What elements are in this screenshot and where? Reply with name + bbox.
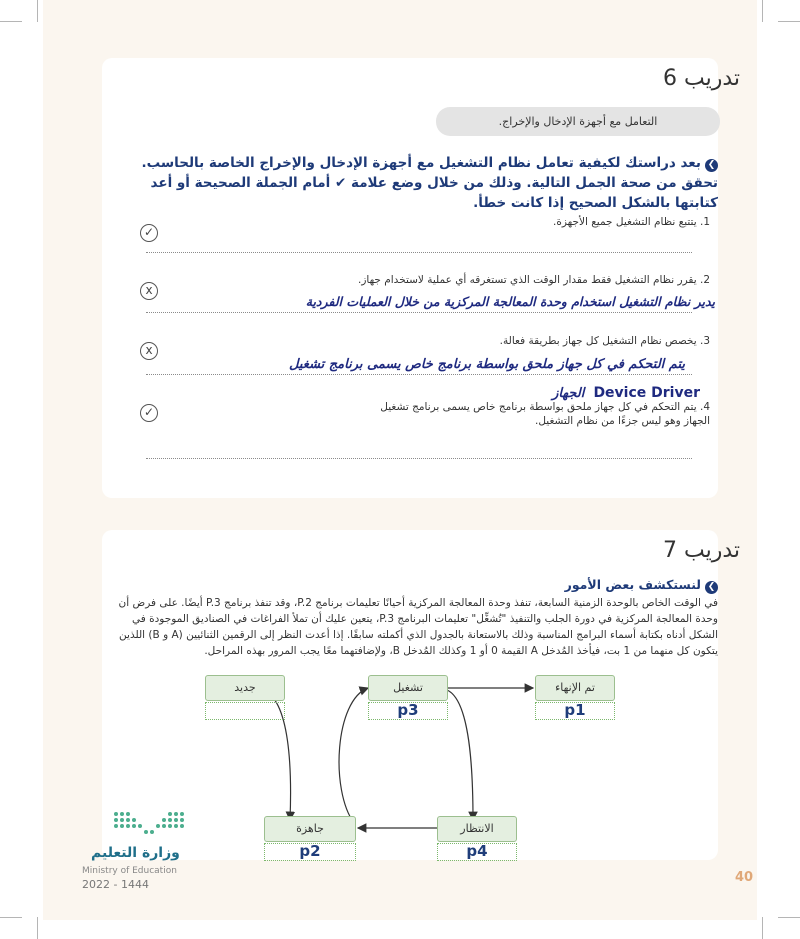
state-label-waiting: الانتظار	[437, 816, 517, 842]
crop-mark	[37, 917, 38, 939]
training7-subtitle: ❯لنستكشف بعض الأمور	[400, 574, 718, 594]
instruction-text: بعد دراستك لكيفية تعامل نظام التشغيل مع أجهزة الإدخال والإخراج الخاصة بالحاسب. تحقق من صحة الجمل التالية. وذلك من خلال وضع علامة ✔ أمام الجملة الصحيحة أو أعد كتابتها بالشكل الصحيح إذا كانت خطأ.	[141, 155, 718, 211]
crop-mark	[762, 917, 763, 939]
chevron-right-icon: ❯	[705, 581, 718, 594]
state-value-waiting[interactable]: p4	[437, 843, 517, 861]
training6-pill: التعامل مع أجهزة الإدخال والإخراج.	[436, 107, 720, 136]
state-value-ready[interactable]: p2	[264, 843, 356, 861]
correction-3-en: Device Driver	[593, 385, 700, 401]
state-box-new	[205, 675, 285, 720]
answer-line	[146, 458, 692, 459]
correction-3-continued	[400, 382, 700, 401]
question-3: 3. يخصص نظام التشغيل كل جهاز بطريقة فعالة.	[499, 335, 710, 347]
answer-line	[146, 312, 692, 313]
crop-mark	[0, 917, 22, 918]
crop-mark	[0, 21, 22, 22]
state-label-ready: جاهزة	[264, 816, 356, 842]
state-label-new: جديد	[205, 675, 285, 701]
answer-line	[146, 252, 692, 253]
state-value-running[interactable]: p3	[368, 702, 448, 720]
cross-mark-icon: x	[140, 342, 158, 360]
page-number: 40	[735, 870, 754, 885]
cross-mark-icon: x	[140, 282, 158, 300]
state-box-terminated	[535, 675, 615, 720]
state-label-terminated: تم الإنهاء	[535, 675, 615, 701]
crop-mark	[762, 0, 763, 22]
training7-paragraph: في الوقت الخاص بالوحدة الزمنية السابعة، تنفذ وحدة المعالجة المركزية أحيانًا تعليمات برنامج P.2، وقد تنفذ برنامج P.3 أيضًا. على فرض أن وحدة المعالجة المركزية في دورة الجلب والتنفيذ "تُشغِّل" تعليمات البرنامج P.3، يتعين عليك أن تملأ الفراغات في الصناديق الموجودة في الشكل أدناه بكتابة أسماء البرامج المناسبة وذلك بالاستعانة بالجدول الذي أكملته سابقًا. إذا أعدت النظر إلى الرقمين الثنائيين (A و B) اللذين يتكون كل منهما من 1 بت، فيأخذ المُدخل A القيمة 0 أو 1 وكذلك المُدخل B، ولإضافتهما معًا يجب المرور بهذه المراحل.	[118, 597, 718, 657]
ministry-logo-text: وزارة التعليم	[91, 845, 180, 861]
question-2: 2. يقرر نظام التشغيل فقط مقدار الوقت الذي تستغرقه أي عملية لاستخدام جهاز.	[357, 274, 710, 286]
question-4: 4. يتم التحكم في كل جهاز ملحق بواسطة برنامج خاص يسمى برنامج تشغيل الجهاز وهو ليس جزءًا من نظام التشغيل.	[380, 401, 710, 427]
chevron-right-icon: ❯	[705, 159, 718, 172]
question-1: 1. يتتبع نظام التشغيل جميع الأجهزة.	[553, 216, 710, 228]
training7-title: تدريب 7	[662, 538, 740, 563]
state-label-running: تشغيل	[368, 675, 448, 701]
check-mark-icon: ✓	[140, 404, 158, 422]
state-value-new[interactable]	[205, 702, 285, 720]
correction-3: يتم التحكم في كل جهاز ملحق بواسطة برنامج خاص يسمى برنامج تشغيل	[288, 357, 685, 372]
ministry-logo-icon	[110, 808, 200, 840]
training6-title: تدريب 6	[662, 66, 740, 91]
check-mark-icon: ✓	[140, 224, 158, 242]
state-value-terminated[interactable]: p1	[535, 702, 615, 720]
instruction	[110, 152, 718, 212]
correction-3-ar: الجهاز	[552, 386, 585, 401]
state-box-ready	[264, 816, 356, 861]
correction-2: يدير نظام التشغيل استخدام وحدة المعالجة المركزية من خلال العمليات الفردية	[305, 294, 715, 309]
state-box-waiting	[437, 816, 517, 861]
crop-mark	[778, 917, 800, 918]
crop-mark	[778, 21, 800, 22]
crop-mark	[37, 0, 38, 22]
state-box-running	[368, 675, 448, 720]
year-label: 2022 - 1444	[82, 878, 149, 891]
ministry-logo-subtitle: Ministry of Education	[82, 866, 177, 876]
answer-line	[146, 374, 692, 375]
